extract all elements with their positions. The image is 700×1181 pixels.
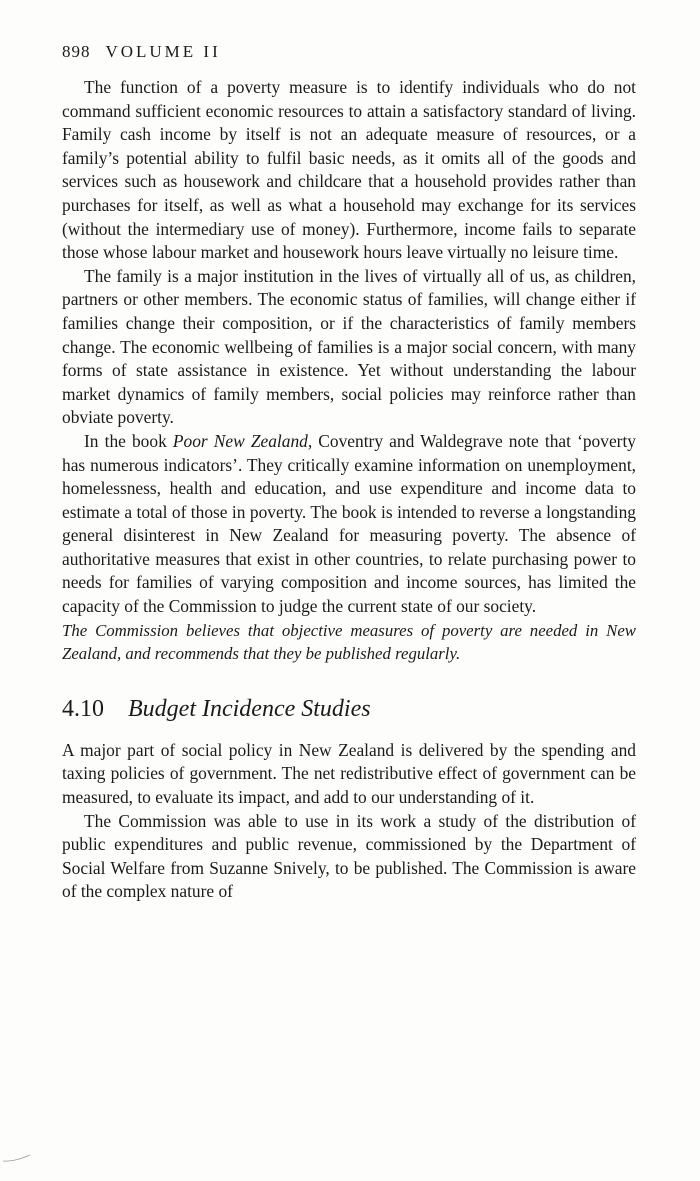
paragraph-rest: Coventry and Waldegrave note that ‘poverty has numerous indicators’. They critically examine information on unemployment, homelessness, health and education, and use expenditure and income data to estimate a total of those in poverty. The book is intended to reverse a longstanding general disinterest in New Zealand for measuring poverty. The absence of authoritative measures that exist in other countries, to relate purchasing power to needs for families of varying composition and income sources, has limited the capacity of the Commission to judge the current state of our society. xyxy=(62,430,636,617)
scan-mark xyxy=(2,1153,32,1163)
paragraph-intro: In the book xyxy=(84,430,173,451)
running-head xyxy=(62,42,636,62)
paragraph-poor-new-zealand xyxy=(62,430,636,619)
book-title: Poor New Zealand, xyxy=(172,430,313,451)
page-number: 898 xyxy=(62,42,91,61)
document-page xyxy=(62,42,636,904)
paragraph-social-policy: A major part of social policy in New Zealand is delivered by the spending and taxing policies of government. The net redistributive effect of government can be measured, to evaluate its impact, and add to our understanding of it. xyxy=(62,739,636,808)
section-heading xyxy=(62,696,636,723)
paragraph-poverty-measure: The function of a poverty measure is to identify individuals who do not command sufficient economic resources to attain a satisfactory standard of living. Family cash income by itself is not an adequate measure of resources, or a family’s potential ability to fulfil basic needs, as it omits all of the goods and services such as housework and childcare that a household provides rather than purchases for itself, as well as what a household may exchange for its services (without the intermediary use of money). Furthermore, income fails to separate those whose labour market and housework hours leave virtually no leisure time. xyxy=(62,77,636,263)
paragraph-snively-study: The Commission was able to use in its work a study of the distribution of public expenditures and public revenue, commissioned by the Department of Social Welfare from Suzanne Snively, to be published. The Commission is aware of the complex nature of xyxy=(62,810,636,902)
section-title: Budget Incidence Studies xyxy=(128,695,371,722)
running-title: VOLUME II xyxy=(105,42,221,61)
commission-recommendation: The Commission believes that objective measures of poverty are needed in New Zealand, and recommends that they be published regularly. xyxy=(62,620,636,664)
section-number: 4.10 xyxy=(62,695,104,722)
paragraph-family-institution: The family is a major institution in the lives of virtually all of us, as children, partners or other members. The economic status of families, will change either if families change their composition, or if the characteristics of family members change. The economic wellbeing of families is a major social concern, with many forms of state assistance in existence. Yet without understanding the labour market dynamics of family members, social policies may reinforce rather than obviate poverty. xyxy=(62,265,636,428)
